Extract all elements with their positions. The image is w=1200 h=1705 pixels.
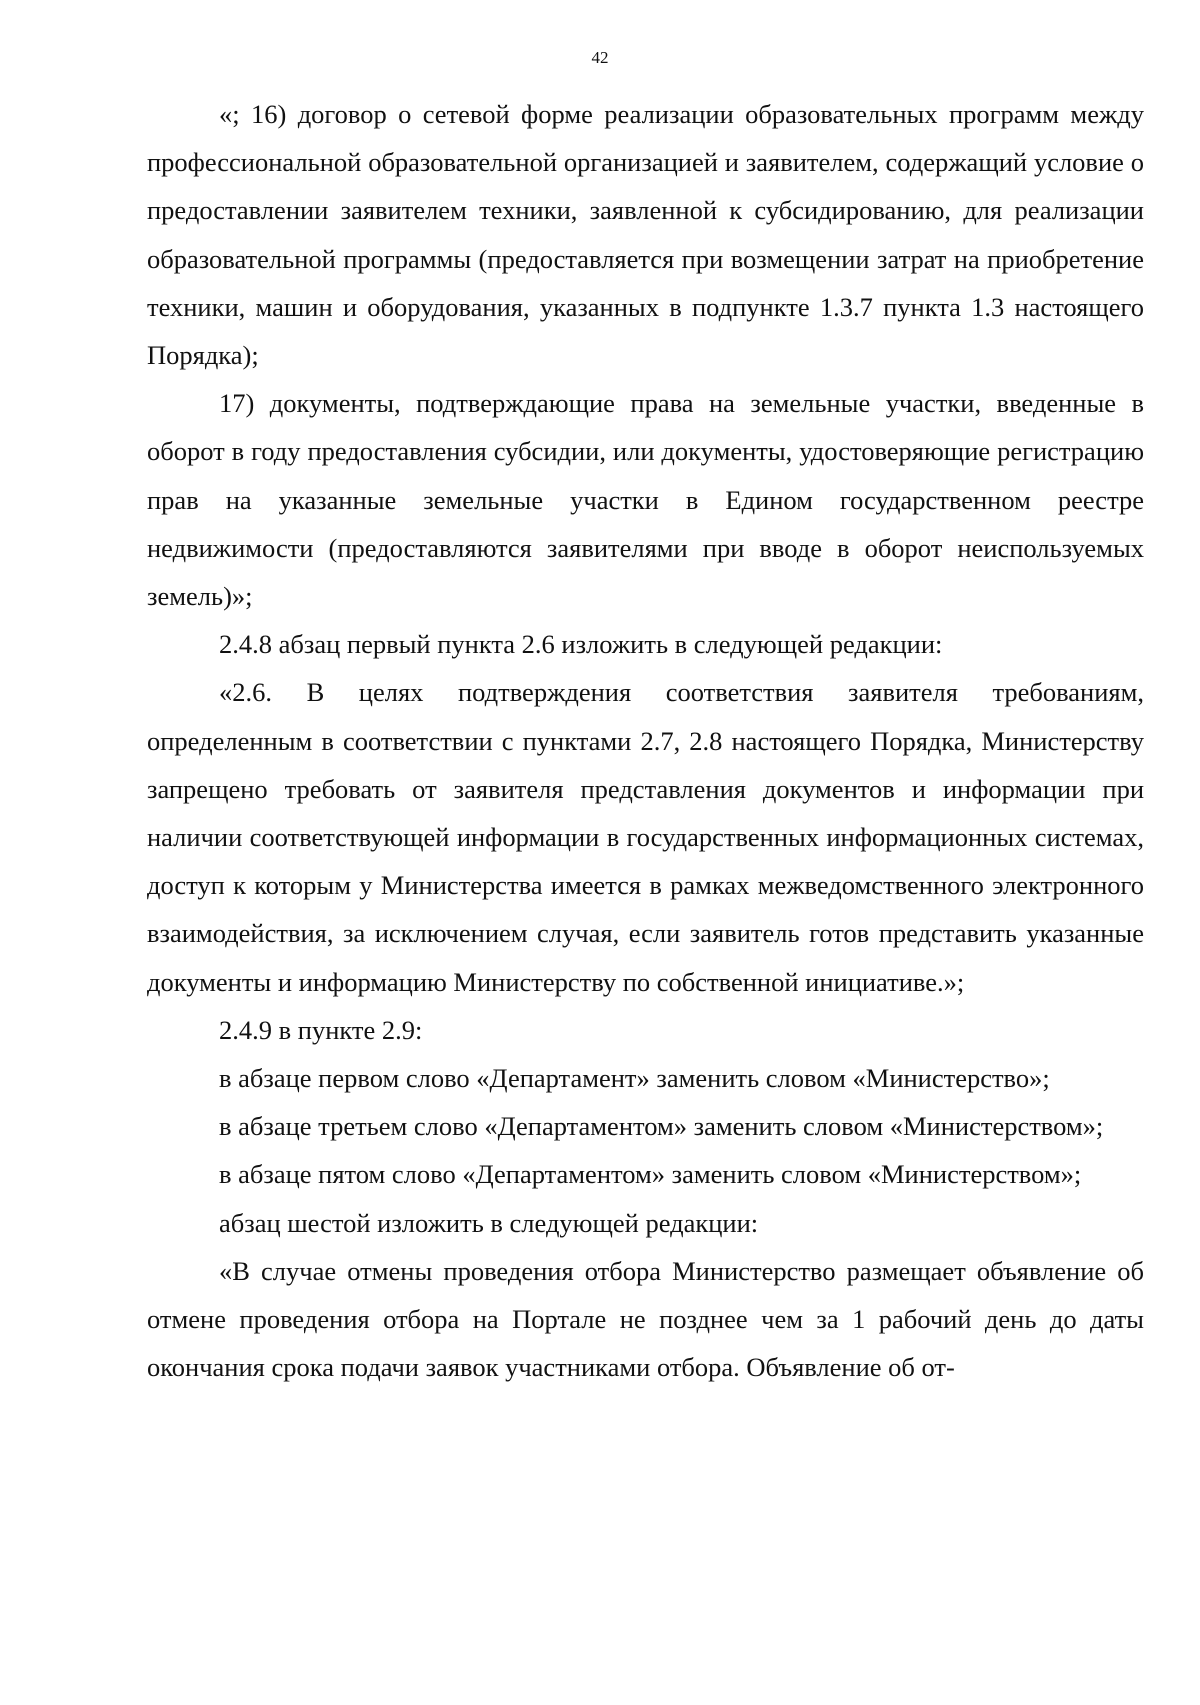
paragraph-item-16: «; 16) договор о сетевой форме реализации образовательных программ между профессиональной образовательной организацией и заявителем, содержащий условие о предоставлении заявителем техники, заявленной к субсидированию, для реализации образовательной программы (предоставляется при возмещении затрат на приобретение техники, машин и оборудования, указанных в подпункте 1.3.7 пункта 1.3 настоящего Порядка);	[147, 99, 1144, 371]
paragraph-abzac-first: в абзаце первом слово «Департамент» заменить словом «Министерство»;	[219, 1063, 1050, 1094]
paragraph-2-4-9: 2.4.9 в пункте 2.9:	[219, 1014, 423, 1045]
paragraph-2-4-8: 2.4.8 абзац первый пункта 2.6 изложить в следующей редакции:	[219, 629, 943, 660]
paragraph-abzac-sixth: абзац шестой изложить в следующей редакции:	[219, 1207, 759, 1238]
paragraph-2-6-text: «2.6. В целях подтверждения соответствия заявителя требованиям, определенным в соответствии с пунктами 2.7, 2.8 настоящего Порядка, Министерству запрещено требовать от заявителя представления документов и информации при наличии соответствующей информации в государственных информационных системах, доступ к которым у Министерства имеется в рамках межведомственного электронного взаимодействия, за исключением случая, если заявитель готов представить указанные документы и информацию Министерству по собственной инициативе.»;	[147, 677, 1144, 997]
page-number: 42	[591, 48, 609, 67]
paragraph-cancellation: «В случае отмены проведения отбора Министерство размещает объявление об отмене проведения отбора на Портале не позднее чем за 1 рабочий день до даты окончания срока подачи заявок участниками отбора. Объявление об от-	[147, 1255, 1144, 1383]
document-body	[147, 90, 1144, 1391]
paragraph-abzac-fifth: в абзаце пятом слово «Департаментом» заменить словом «Министерством»;	[219, 1159, 1082, 1190]
paragraph-abzac-third: в абзаце третьем слово «Департаментом» заменить словом «Министерством»;	[219, 1111, 1104, 1142]
paragraph-item-17: 17) документы, подтверждающие права на земельные участки, введенные в оборот в году предоставления субсидии, или документы, удостоверяющие регистрацию прав на указанные земельные участки в Едином государственном реестре недвижимости (предоставляются заявителями при вводе в оборот неиспользуемых земель)»;	[147, 388, 1144, 612]
